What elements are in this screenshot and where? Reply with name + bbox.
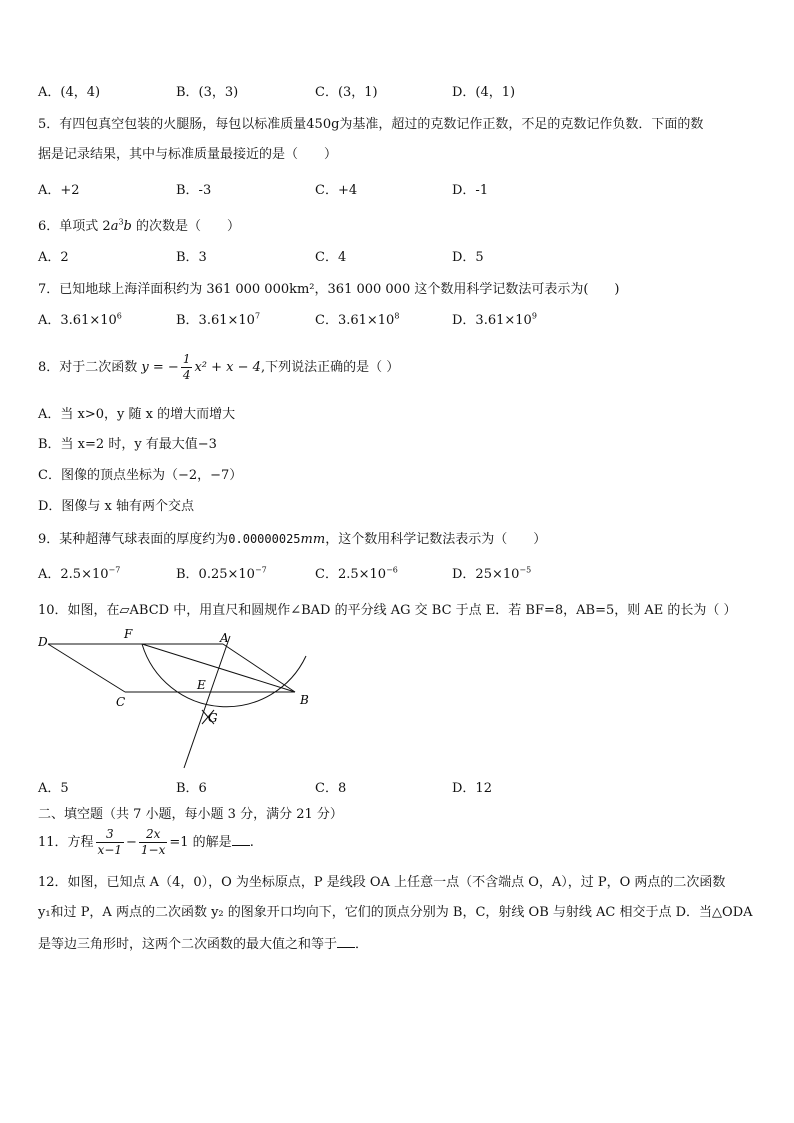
q9-option-c-base: C．2.5×10 [315, 567, 387, 582]
q8-suffix: ,下列说法正确的是（ ） [260, 360, 400, 375]
q10-stem: 10．如图，在▱ABCD 中，用直尺和圆规作∠BAD 的平分线 AG 交 BC 于点 E．若 BF=8，AB=5，则 AE 的长为（ ） [38, 603, 737, 618]
q10-option-a: A．5 [38, 781, 69, 796]
q11-f1-den: x−1 [97, 843, 123, 857]
label-g: G [208, 711, 218, 725]
q11-minus: − [126, 835, 137, 850]
q6-option-a: A．2 [38, 250, 69, 265]
q9-option-c [315, 566, 398, 584]
q11-stem [38, 826, 254, 860]
label-e: E [197, 678, 206, 692]
q6-var-a: a [110, 219, 119, 234]
q7-option-c-exp: 8 [394, 311, 400, 321]
q11-f1-num: 3 [96, 827, 124, 843]
q7-option-d-base: D．3.61×10 [452, 313, 532, 328]
q9-option-c-exp: −6 [386, 565, 398, 575]
q6-option-c: C．4 [315, 250, 347, 265]
q9-option-b [176, 566, 267, 584]
angle-bisector-ag [184, 636, 230, 768]
label-f: F [124, 628, 133, 641]
q9-option-d-exp: −5 [519, 565, 532, 575]
q11-answer-blank[interactable] [232, 833, 250, 846]
q6-prefix: 6．单项式 2 [38, 219, 111, 234]
q9-prefix: 9．某种超薄气球表面的厚度约为 [38, 532, 229, 547]
q4-option-b: B．(3，3) [176, 85, 239, 100]
q9-stem [38, 530, 546, 549]
q5-option-a: A．+2 [38, 183, 80, 198]
q7-option-a-base: A．3.61×10 [38, 313, 117, 328]
q9-option-a-base: A．2.5×10 [38, 567, 109, 582]
q11-end: . [249, 835, 254, 850]
segment-dc [48, 644, 125, 692]
q4-option-c: C．(3，1) [315, 85, 378, 100]
q8-option-b: B．当 x=2 时，y 有最大值−3 [38, 437, 217, 452]
q11-f2-den: 1−x [140, 843, 166, 857]
q7-option-c-base: C．3.61×10 [315, 313, 395, 328]
q8-prefix: 8．对于二次函数 [38, 360, 138, 375]
q11-suffix: =1 的解是 [169, 835, 232, 850]
q8-option-c: C．图像的顶点坐标为（−2，−7） [38, 468, 243, 483]
label-d: D [38, 635, 48, 649]
q11-fraction-2 [139, 827, 167, 858]
q8-formula-left: y = − [141, 360, 179, 375]
label-a: A [220, 631, 229, 645]
q12-line3-text: 是等边三角形时，这两个二次函数的最大值之和等于 [38, 937, 338, 952]
q5-option-c: C．+4 [315, 183, 358, 198]
q6-option-b: B．3 [176, 250, 207, 265]
q9-unit: mm [300, 532, 326, 547]
q12-stem-line2: y₁和过 P，A 两点的二次函数 y₂ 的图象开口均向下，它们的顶点分别为 B，C，射线 OB 与射线 AC 相交于点 D．当△ODA [38, 905, 753, 920]
q8-fraction [181, 352, 193, 383]
q6-suffix: 的次数是（ ） [131, 219, 241, 234]
q7-option-b-exp: 7 [254, 311, 261, 321]
q8-stem [38, 352, 399, 383]
q9-suffix: ，这个数用科学记数法表示为（ ） [325, 532, 547, 547]
section-fill-in-blank-heading: 二、填空题（共 7 小题，每小题 3 分，满分 21 分） [38, 807, 343, 822]
label-c: C [116, 695, 126, 709]
q9-value: 0.00000025 [228, 532, 301, 546]
q11-prefix: 11．方程 [38, 835, 94, 850]
q5-stem-line2: 据是记录结果，其中与标准质量最接近的是（ ） [38, 147, 338, 162]
q7-option-a-exp: 6 [116, 311, 122, 321]
q8-formula-right: x² + x − 4 [194, 360, 261, 375]
q11-f2-num: 2x [139, 827, 167, 843]
q12-stem-line3 [38, 935, 368, 954]
q7-option-d [452, 312, 537, 330]
q7-option-c [315, 312, 399, 330]
q9-option-b-base: B．0.25×10 [176, 567, 255, 582]
q5-option-b: B．-3 [176, 183, 212, 198]
q8-frac-num: 1 [182, 352, 191, 366]
q4-option-d: D．(4，1) [452, 85, 516, 100]
q7-option-d-exp: 9 [531, 311, 537, 321]
q4-option-a: A．(4，4) [38, 85, 101, 100]
q5-option-d: D．-1 [452, 183, 489, 198]
q9-option-a-exp: −7 [108, 565, 121, 575]
q10-option-b: B．6 [176, 781, 207, 796]
q10-option-d: D．12 [452, 781, 492, 796]
q7-option-b-base: B．3.61×10 [176, 313, 255, 328]
q12-end: ． [355, 937, 369, 952]
q10-parallelogram-figure [38, 628, 313, 771]
q12-answer-blank[interactable] [337, 935, 355, 948]
q9-option-a [38, 566, 120, 584]
q6-stem [38, 218, 240, 236]
q11-fraction-1 [96, 827, 124, 858]
q5-stem-line1: 5．有四包真空包装的火腿肠，每包以标准质量450g为基准，超过的克数记作正数，不足的克数记作负数．下面的数 [38, 117, 704, 132]
q8-option-d: D．图像与 x 轴有两个交点 [38, 499, 195, 514]
q6-option-d: D．5 [452, 250, 484, 265]
q8-frac-den: 4 [182, 368, 191, 382]
q8-option-a: A．当 x>0，y 随 x 的增大而增大 [38, 407, 236, 422]
q7-option-a [38, 312, 122, 330]
q10-option-c: C．8 [315, 781, 347, 796]
q9-option-d [452, 566, 531, 584]
q12-stem-line1: 12．如图，已知点 A（4，0），O 为坐标原点，P 是线段 OA 上任意一点（不含端点 O，A），过 P，O 两点的二次函数 [38, 875, 726, 890]
q7-stem: 7．已知地球上海洋面积约为 361 000 000km²，361 000 000 这个数用科学记数法可表示为( ) [38, 282, 620, 297]
q9-option-d-base: D．25×10 [452, 567, 520, 582]
q6-exponent: 3 [118, 217, 124, 227]
q7-option-b [176, 312, 260, 330]
q9-option-b-exp: −7 [254, 565, 267, 575]
q6-var-b: b [123, 219, 132, 234]
label-b: B [300, 693, 309, 707]
